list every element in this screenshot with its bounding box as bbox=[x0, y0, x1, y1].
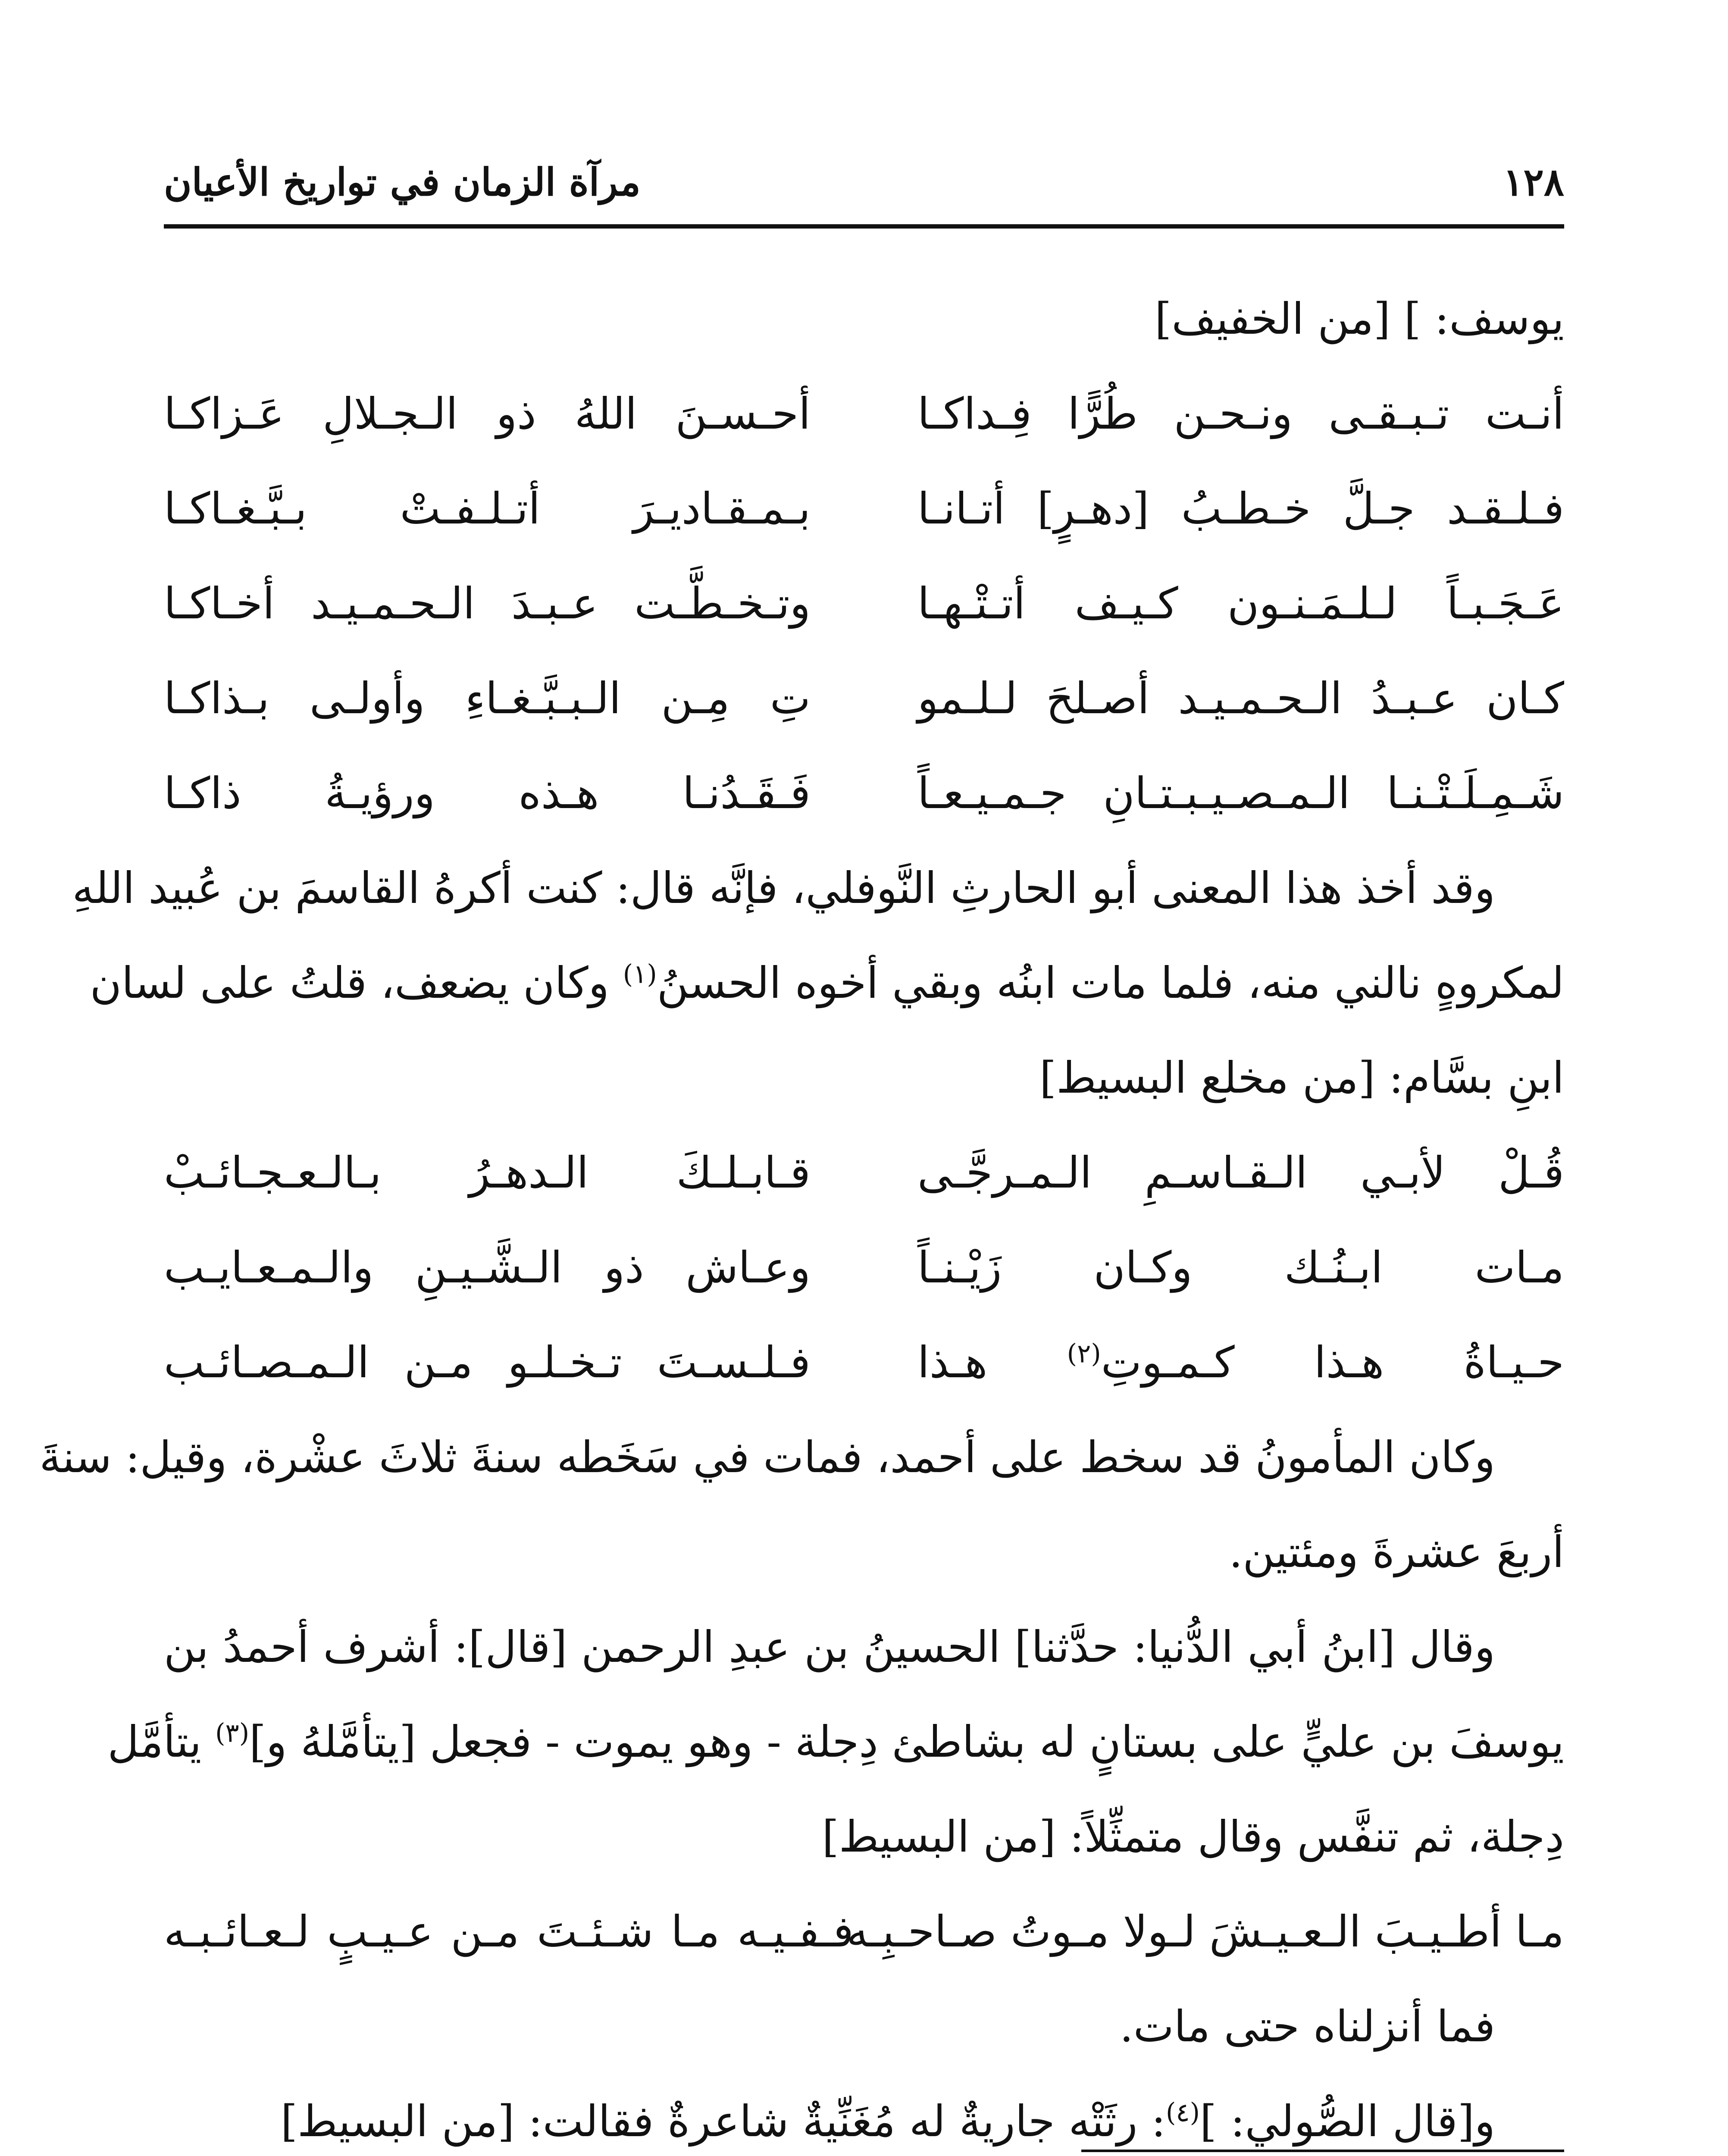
text-line: يوسف: ] [من الخفيف] bbox=[1155, 294, 1564, 344]
verse-first-hemistich: مـا أطـيـبَ الـعـيـشَ لـولا مـوتُ صـاحـبِـه bbox=[846, 1906, 1564, 1957]
text-run: و[قال الصُّولي: ] bbox=[1200, 2096, 1495, 2147]
text-line bbox=[107, 1695, 1564, 1789]
text-line: أربعَ عشرةَ ومئتين. bbox=[1229, 1527, 1564, 1577]
page-number: ١٢٨ bbox=[1503, 160, 1564, 204]
running-head bbox=[164, 142, 1564, 229]
verse-line bbox=[164, 651, 1564, 746]
footnote-marker: (٣) bbox=[215, 1718, 250, 1749]
text-line bbox=[164, 2074, 1564, 2156]
text-run: هـذا bbox=[917, 1337, 1067, 1388]
verse-second-hemistich: تِ مِـن الـبـبَّـغـاءِ وأولـى بـذاكـا bbox=[164, 673, 811, 724]
text-run: حـيـاةُ هـذا كـمـوتِ bbox=[1101, 1337, 1564, 1388]
text-line: وقال [ابنُ أبي الدُّنيا: حدَّثنا] الحسينُ بن عبدِ الرحمن [قال]: أشرف أحمدُ بن bbox=[164, 1622, 1495, 1672]
text-run: لمكروهٍ نالني منه، فلما مات ابنُه وبقي أخوه الحسنُ bbox=[657, 958, 1564, 1008]
text-line: دِجلة، ثم تنفَّس وقال متمثِّلاً: [من البسيط] bbox=[822, 1811, 1564, 1862]
verse-line bbox=[164, 367, 1564, 461]
verse-line bbox=[164, 746, 1564, 841]
verse-first-hemistich: أنـت تـبـقـى ونـحـن طُرًّا فِـداكـا bbox=[917, 389, 1564, 439]
verse-second-hemistich: فـلـسـتَ تـخـلـو مـن الـمـصـائـب bbox=[164, 1337, 811, 1388]
verse-first-hemistich: قُـلْ لأبـي الـقـاسـمِ الـمـرجَّـى bbox=[917, 1147, 1564, 1198]
verse-first-hemistich: مـات ابـنُـك وكـان زَيْـنـاً bbox=[917, 1242, 1564, 1293]
verse-first-hemistich: فـلـقـد جـلَّ خـطـبُ [دهـرٍ] أتـانـا bbox=[917, 483, 1564, 534]
verse-line bbox=[164, 1884, 1564, 1979]
text-run: يتأمَّل bbox=[107, 1717, 216, 1767]
text-line: ابنِ بسَّام: [من مخلع البسيط] bbox=[1039, 1053, 1564, 1103]
verse-second-hemistich: فَـقَـدُنـا هـذه ورؤيـةُ ذاكـا bbox=[164, 768, 811, 818]
verse-second-hemistich: وعـاش ذو الـشَّـيـنِ والـمـعـايـب bbox=[164, 1242, 811, 1293]
book-title: مرآة الزمان في تواريخ الأعيان bbox=[164, 160, 641, 204]
verse-line bbox=[164, 1125, 1564, 1220]
text-run: وكان يضعف، قلتُ على لسان bbox=[90, 958, 623, 1008]
footnote-marker: (١) bbox=[623, 959, 657, 990]
text-line: فما أنزلناه حتى مات. bbox=[1119, 2001, 1495, 2052]
text-run: يوسفَ بن عليٍّ على بستانٍ له بشاطئ دِجلة - وهو يموت - فجعل [يتأمَّلهُ و] bbox=[249, 1717, 1564, 1767]
verse-first-hemistich: شَـمِـلَـتْـنـا الـمـصـيـبـتـانِ جـمـيـعـاً bbox=[917, 768, 1564, 818]
footnote-separator bbox=[1081, 2150, 1564, 2152]
text-run: : رثَتْه جاريةٌ له مُغَنِّيةٌ شاعرةٌ فقالت: [من البسيط] bbox=[281, 2096, 1166, 2147]
verse-first-hemistich bbox=[917, 1315, 1564, 1410]
verse-second-hemistich: فـفـيـه مـا شـئـتَ مـن عـيـبٍ لـعـائـبـه bbox=[164, 1906, 854, 1957]
text-line: وقد أخذ هذا المعنى أبو الحارثِ النَّوفلي، فإنَّه قال: كنت أكرهُ القاسمَ بن عُبيد اللهِ bbox=[72, 863, 1495, 913]
verse-line bbox=[164, 556, 1564, 651]
footnote-marker: (٤) bbox=[1165, 2097, 1200, 2128]
verse-first-hemistich: عَـجَـبـاً لـلـمَـنـون كـيـف أتـتْـهـا bbox=[917, 578, 1564, 629]
verse-second-hemistich: وتـخـطَّـت عـبـدَ الـحـمـيـد أخـاكـا bbox=[164, 578, 811, 629]
verse-second-hemistich: أحـسـنَ اللهُ ذو الـجـلالِ عَـزاكـا bbox=[164, 389, 811, 439]
text-line: وكان المأمونُ قد سخط على أحمد، فمات في سَخَطه سنةَ ثلاثَ عشْرة، وقيل: سنةَ bbox=[39, 1432, 1495, 1482]
verse-first-hemistich: كـان عـبـدُ الـحـمـيـد أصـلحَ لـلـمو bbox=[917, 673, 1564, 724]
footnote-marker: (٢) bbox=[1067, 1338, 1101, 1369]
verse-second-hemistich: بـمـقـاديـرَ أتـلـفـتْ بـبَّـغـاكـا bbox=[164, 483, 811, 534]
verse-line bbox=[164, 461, 1564, 556]
verse-second-hemistich: قـابـلـكَ الـدهـرُ بـالـعـجـائـبْ bbox=[164, 1147, 811, 1198]
verse-line bbox=[164, 1220, 1564, 1315]
verse-line bbox=[164, 1315, 1564, 1410]
text-line bbox=[90, 936, 1564, 1031]
main-text bbox=[39, 272, 1564, 2156]
